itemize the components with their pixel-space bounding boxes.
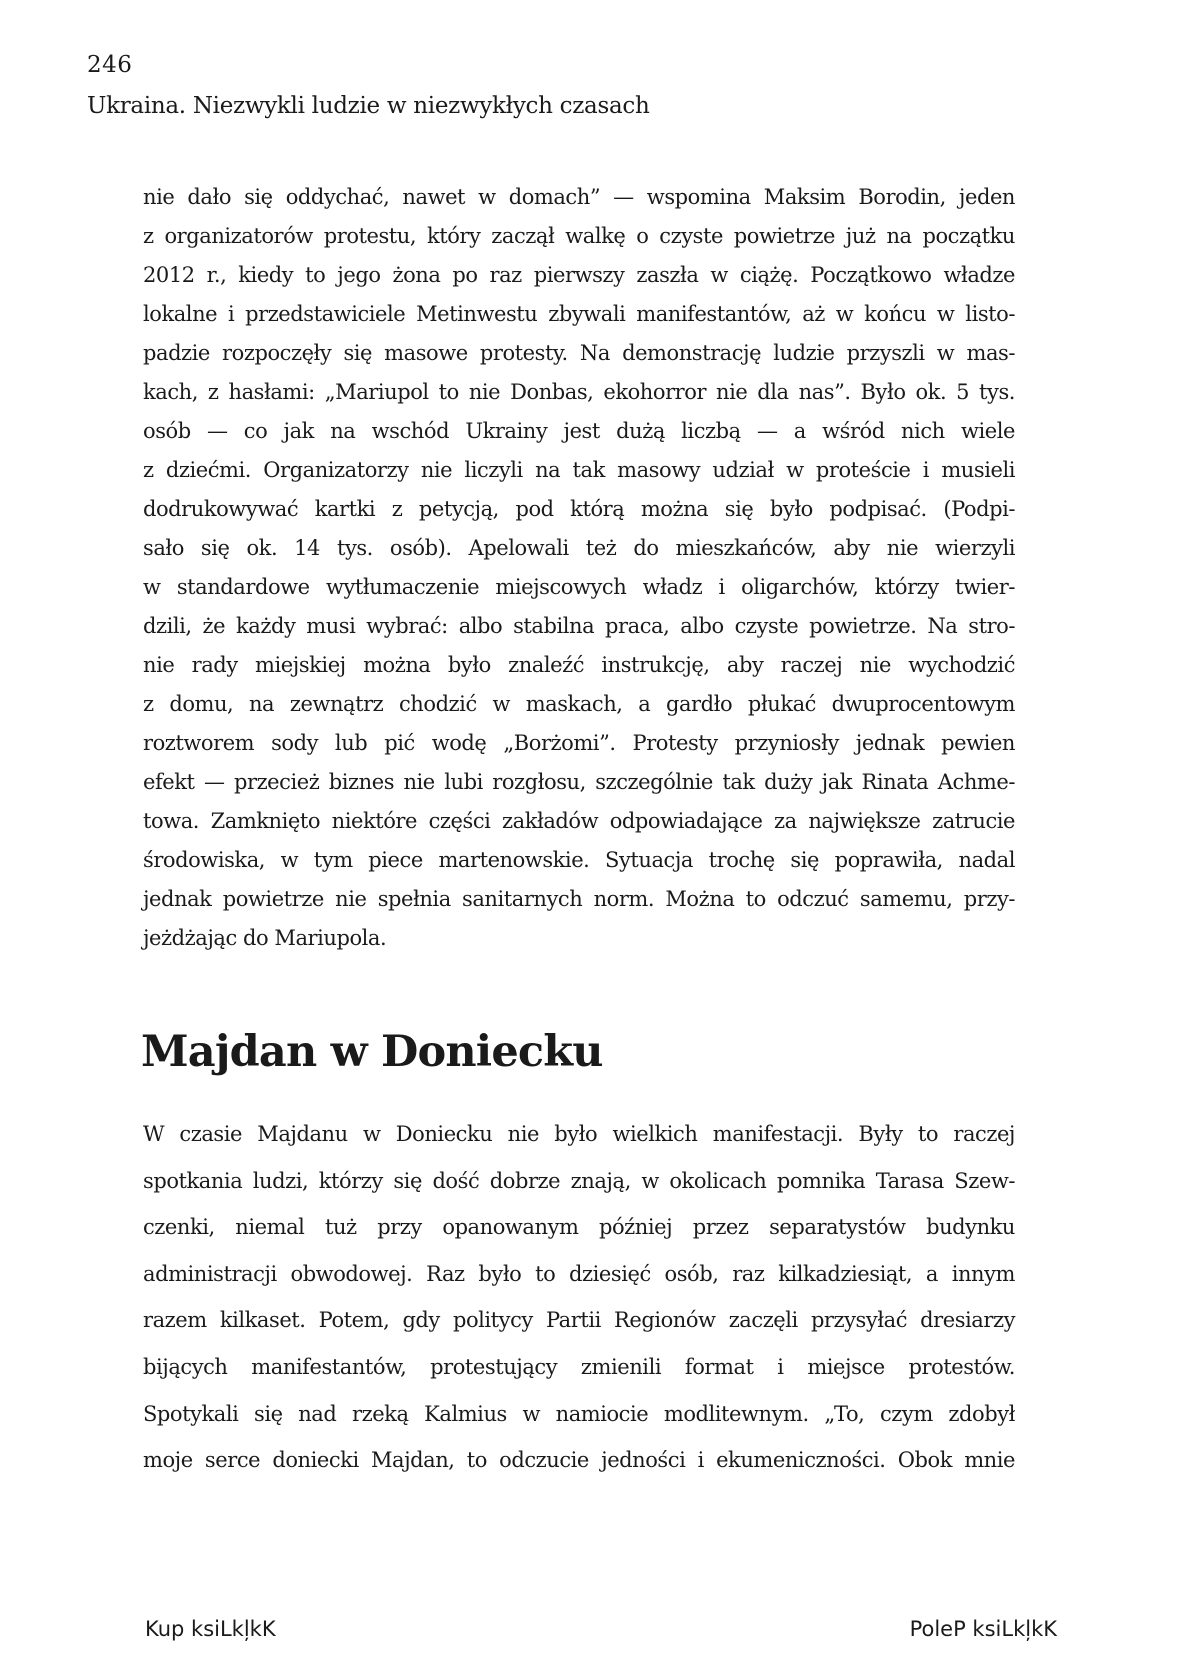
recommend-book-link[interactable]: PoleP ksiLkļkK [909,1617,1057,1641]
text-line: jednak powietrze nie spełnia sanitarnych norm. Można to odczuć samemu, przy- [143,887,1015,911]
text-line: nie dało się oddychać, nawet w domach” — wspomina Maksim Borodin, jeden [143,185,1015,209]
text-line: z dziećmi. Organizatorzy nie liczyli na tak masowy udział w proteście i musieli [143,458,1015,482]
text-line: dzili, że każdy musi wybrać: albo stabilna praca, albo czyste powietrze. Na stro- [143,614,1015,638]
text-line: w standardowe wytłumaczenie miejscowych władz i oligarchów, którzy twier- [143,575,1015,599]
running-head: Ukraina. Niezwykli ludzie w niezwykłych czasach [87,93,650,119]
text-line: W czasie Majdanu w Doniecku nie było wielkich manifestacji. Były to raczej [143,1122,1015,1146]
buy-book-link[interactable]: Kup ksiLkļkK [145,1617,276,1641]
text-line: moje serce doniecki Majdan, to odczucie jedności i ekumeniczności. Obok mnie [143,1448,1015,1473]
body-paragraph [143,1111,1015,1484]
text-line: jeżdżając do Mariupola. [143,926,387,950]
body-paragraph [143,178,1015,958]
section-heading: Majdan w Doniecku [141,1027,603,1077]
text-line: spotkania ludzi, którzy się dość dobrze znają, w okolicach pomnika Tarasa Szew- [143,1168,1015,1193]
text-line: 2012 r., kiedy to jego żona po raz pierwszy zaszła w ciążę. Początkowo władze [143,263,1015,287]
text-line: dodrukowywać kartki z petycją, pod którą można się było podpisać. (Podpi- [143,497,1015,521]
text-line: z organizatorów protestu, który zaczął walkę o czyste powietrze już na początku [143,224,1015,248]
page-number: 246 [87,52,133,78]
text-line: osób — co jak na wschód Ukrainy jest dużą liczbą — a wśród nich wiele [143,419,1015,443]
text-line: Spotykali się nad rzeką Kalmius w namiocie modlitewnym. „To, czym zdobył [143,1401,1015,1426]
text-line: bijących manifestantów, protestujący zmienili format i miejsce protestów. [143,1354,1015,1379]
text-line: sało się ok. 14 tys. osób). Apelowali też do mieszkańców, aby nie wierzyli [143,536,1015,560]
text-line: roztworem sody lub pić wodę „Borżomi”. Protesty przyniosły jednak pewien [143,731,1015,755]
text-line: środowiska, w tym piece martenowskie. Sytuacja trochę się poprawiła, nadal [143,848,1015,872]
text-line: razem kilkaset. Potem, gdy politycy Partii Regionów zaczęli przysyłać dresiarzy [143,1308,1015,1333]
text-line: nie rady miejskiej można było znaleźć instrukcję, aby raczej nie wychodzić [143,653,1015,677]
text-line: lokalne i przedstawiciele Metinwestu zbywali manifestantów, aż w końcu w listo- [143,302,1015,326]
text-line: padzie rozpoczęły się masowe protesty. Na demonstrację ludzie przyszli w mas- [143,341,1015,365]
text-line: kach, z hasłami: „Mariupol to nie Donbas, ekohorror nie dla nas”. Było ok. 5 tys. [143,380,1015,404]
text-line: towa. Zamknięto niektóre części zakładów odpowiadające za największe zatrucie [143,809,1015,833]
text-line: z domu, na zewnątrz chodzić w maskach, a gardło płukać dwuprocentowym [143,692,1015,716]
text-line: efekt — przecież biznes nie lubi rozgłosu, szczególnie tak duży jak Rinata Achme- [143,770,1015,794]
text-line: administracji obwodowej. Raz było to dziesięć osób, raz kilkadziesiąt, a innym [143,1261,1015,1286]
text-line: czenki, niemal tuż przy opanowanym później przez separatystów budynku [143,1215,1015,1240]
